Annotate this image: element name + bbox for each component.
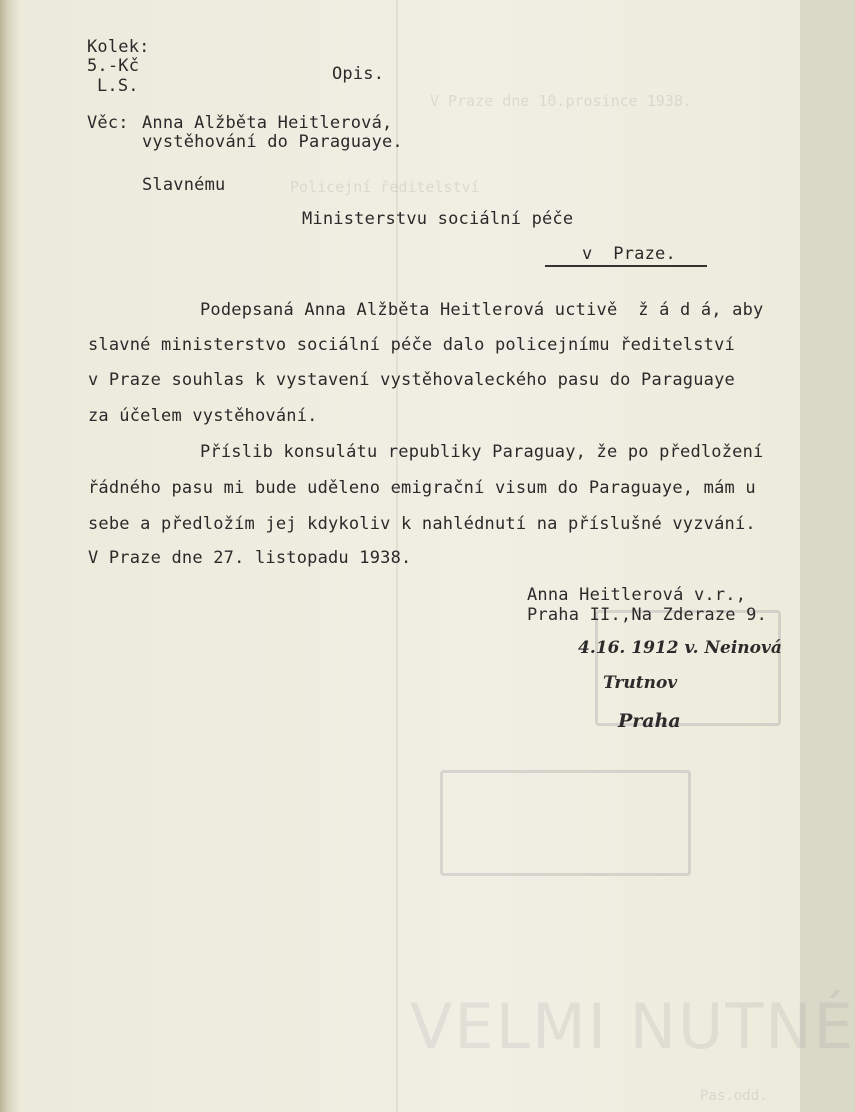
bleed-text-dept: Pas.odd.	[700, 1088, 768, 1104]
bleed-stamp-1	[595, 610, 781, 726]
subject-line-2: vystěhování do Paraguaye.	[142, 132, 403, 152]
subject-line-1: Anna Alžběta Heitlerová,	[142, 113, 393, 133]
copy-label: Opis.	[332, 64, 385, 84]
bleed-stamp-2	[440, 770, 691, 876]
body-p2-line-2: řádného pasu mi bude uděleno emigrační visum do Paraguaye, mám u	[88, 478, 756, 498]
body-p2-line-3: sebe a předložím jej kdykoliv k nahlédnutí na příslušné vyzvání.	[88, 514, 756, 534]
bleed-text-urgent: VELMI NUTNÉ	[410, 990, 855, 1063]
signature-name: Anna Heitlerová v.r.,	[527, 585, 747, 605]
signature-address: Praha II.,Na Zderaze 9.	[527, 605, 768, 625]
recipient: Ministerstvu sociální péče	[302, 209, 574, 229]
handwritten-note-1: 4.16. 1912 v. Neinová	[578, 638, 782, 658]
body-p1-line-2: slavné ministerstvo sociální péče dalo policejnímu ředitelství	[88, 335, 735, 355]
stamp-label: Kolek:	[87, 37, 150, 57]
stamp-value: 5.-Kč	[87, 56, 140, 76]
bleed-text-date: V Praze dne 10.prosince 1938.	[430, 92, 692, 110]
stamp-ls: L.S.	[97, 76, 139, 96]
bleed-text-office: Policejní ředitelství	[290, 178, 480, 196]
recipient-city: v Praze.	[582, 244, 676, 264]
salutation: Slavnému	[142, 175, 226, 195]
body-p2-line-1: Příslib konsulátu republiky Paraguay, že po předložení	[200, 442, 764, 462]
handwritten-note-2: Trutnov	[603, 673, 678, 693]
subject-label: Věc:	[87, 113, 129, 133]
date-line: V Praze dne 27. listopadu 1938.	[88, 548, 412, 568]
body-p1-line-3: v Praze souhlas k vystavení vystěhovaleckého pasu do Paraguaye	[88, 370, 735, 390]
city-underline	[545, 265, 707, 267]
handwritten-note-3: Praha	[618, 710, 681, 732]
body-p1-line-1: Podepsaná Anna Alžběta Heitlerová uctivě ž á d á, aby	[200, 300, 764, 320]
body-p1-line-4: za účelem vystěhování.	[88, 406, 318, 426]
